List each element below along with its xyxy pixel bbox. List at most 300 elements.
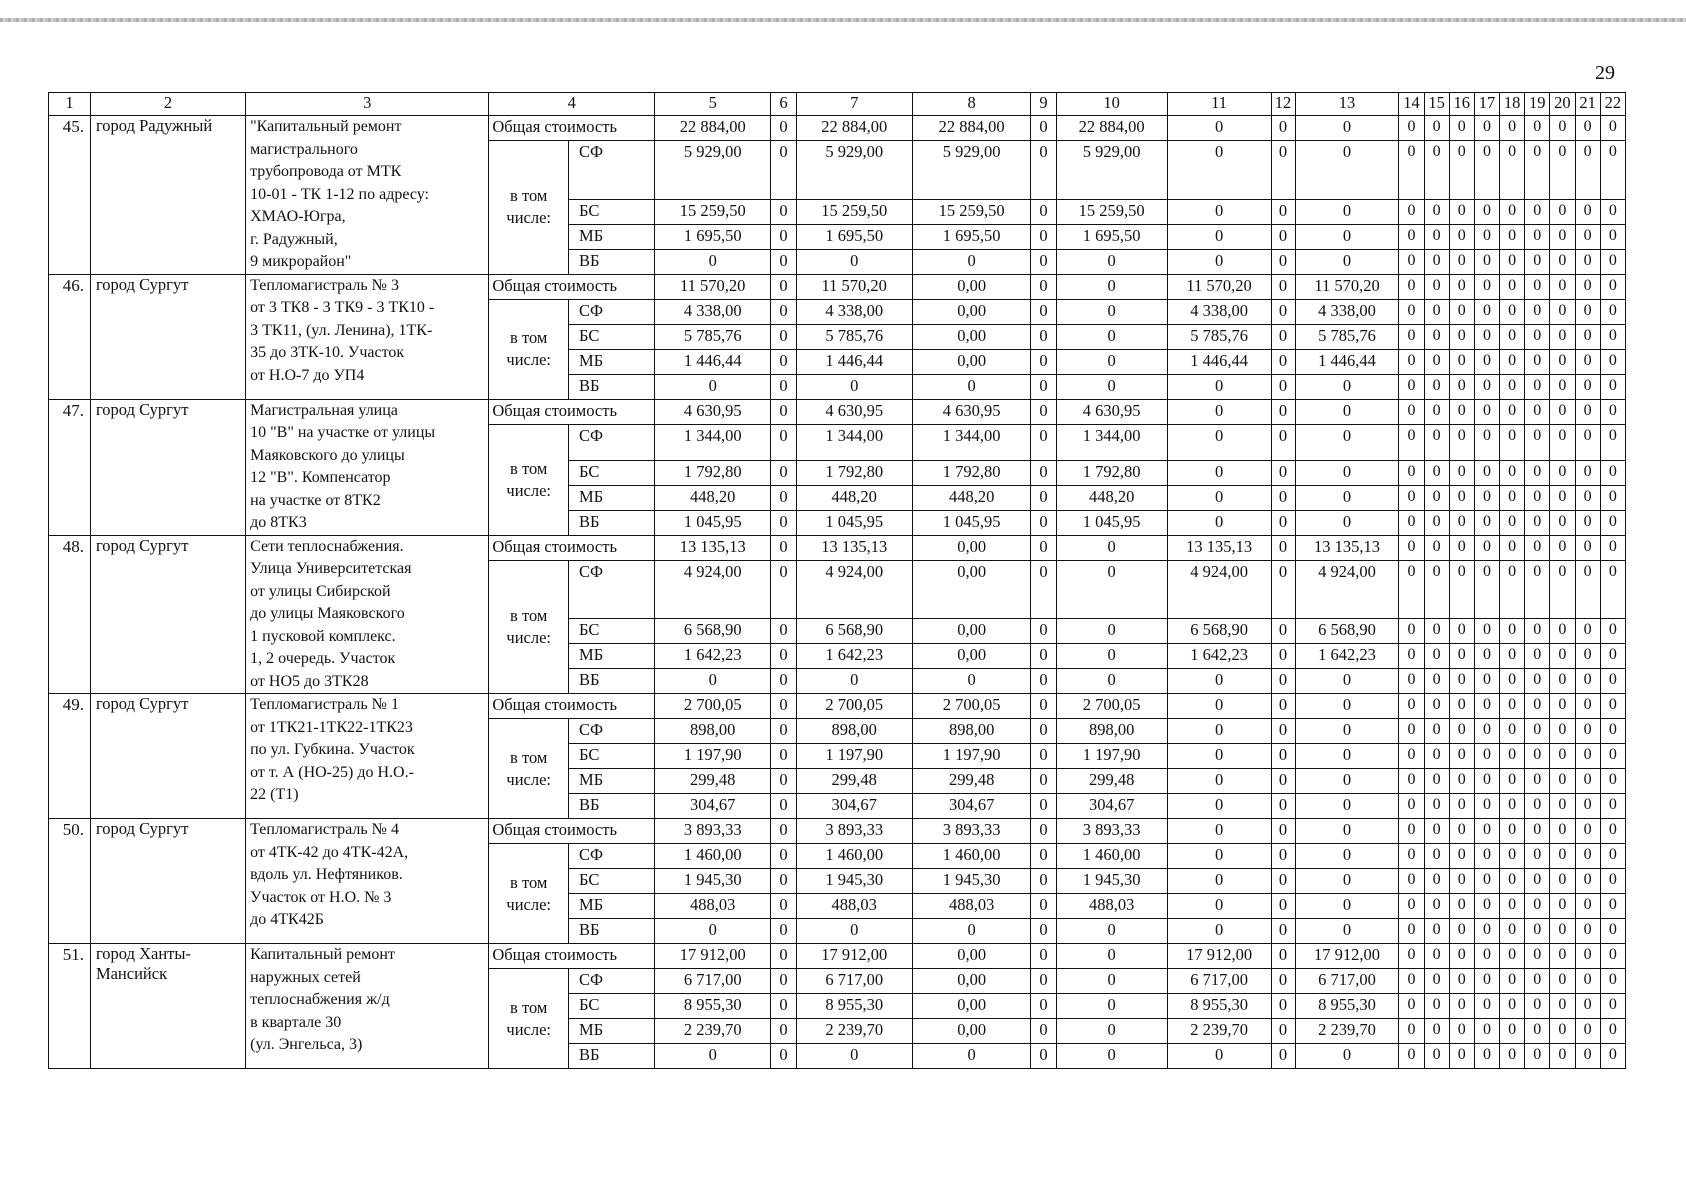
table-row: [49, 274, 1626, 299]
value-c21: 0: [1575, 1044, 1600, 1069]
value-c21: 0: [1575, 994, 1600, 1019]
value-c22: 0: [1600, 944, 1625, 969]
value-c17: 0: [1474, 994, 1499, 1019]
value-c20: 0: [1550, 994, 1575, 1019]
value-c22: 0: [1600, 324, 1625, 349]
header-cell: 7: [796, 93, 912, 116]
value-c14: 0: [1399, 399, 1424, 424]
value-c10: 1 197,90: [1056, 744, 1167, 769]
value-c8: 4 630,95: [912, 399, 1030, 424]
value-c12: 0: [1271, 794, 1295, 819]
value-c12: 0: [1271, 374, 1295, 399]
value-c11: 13 135,13: [1167, 535, 1271, 560]
value-c7: 1 197,90: [796, 744, 912, 769]
municipality: город Радужный: [90, 116, 245, 275]
value-c9: 0: [1031, 744, 1056, 769]
header-cell: 16: [1449, 93, 1474, 116]
value-c12: 0: [1271, 644, 1295, 669]
value-c19: 0: [1525, 299, 1550, 324]
value-c11: 0: [1167, 1044, 1271, 1069]
value-c12: 0: [1271, 299, 1295, 324]
header-cell: 6: [771, 93, 796, 116]
value-c16: 0: [1449, 399, 1474, 424]
value-c17: 0: [1474, 969, 1499, 994]
fund-source: БС: [569, 869, 655, 894]
value-c19: 0: [1525, 894, 1550, 919]
value-c22: 0: [1600, 224, 1625, 249]
value-c8: 0: [912, 919, 1030, 944]
value-c17: 0: [1474, 460, 1499, 485]
value-c10: 4 630,95: [1056, 399, 1167, 424]
value-c17: 0: [1474, 510, 1499, 535]
value-c5: 22 884,00: [655, 116, 771, 141]
value-c22: 0: [1600, 919, 1625, 944]
value-c5: 1 792,80: [655, 460, 771, 485]
value-c15: 0: [1424, 141, 1449, 200]
value-c9: 0: [1031, 869, 1056, 894]
value-c11: 1 642,23: [1167, 644, 1271, 669]
value-c19: 0: [1525, 719, 1550, 744]
value-c10: 3 893,33: [1056, 819, 1167, 844]
value-c6: 0: [771, 224, 796, 249]
value-c18: 0: [1500, 141, 1525, 200]
value-c7: 1 945,30: [796, 869, 912, 894]
value-c10: 1 045,95: [1056, 510, 1167, 535]
value-c9: 0: [1031, 1044, 1056, 1069]
value-c22: 0: [1600, 844, 1625, 869]
fund-source: БС: [569, 199, 655, 224]
value-c15: 0: [1424, 994, 1449, 1019]
value-c9: 0: [1031, 994, 1056, 1019]
value-c5: 0: [655, 919, 771, 944]
value-c17: 0: [1474, 274, 1499, 299]
value-c8: 1 792,80: [912, 460, 1030, 485]
header-cell: 13: [1295, 93, 1399, 116]
value-c11: 0: [1167, 399, 1271, 424]
value-c14: 0: [1399, 969, 1424, 994]
value-c20: 0: [1550, 399, 1575, 424]
value-c17: 0: [1474, 324, 1499, 349]
value-c16: 0: [1449, 819, 1474, 844]
value-c5: 1 695,50: [655, 224, 771, 249]
value-c10: 0: [1056, 374, 1167, 399]
value-c18: 0: [1500, 719, 1525, 744]
value-c14: 0: [1399, 324, 1424, 349]
value-c7: 13 135,13: [796, 535, 912, 560]
value-c7: 22 884,00: [796, 116, 912, 141]
header-cell: 4: [489, 93, 655, 116]
value-c11: 0: [1167, 694, 1271, 719]
value-c7: 6 717,00: [796, 969, 912, 994]
value-c15: 0: [1424, 399, 1449, 424]
including-label: в том числе:: [489, 844, 569, 944]
header-cell: 3: [246, 93, 489, 116]
value-c12: 0: [1271, 424, 1295, 460]
table-row: [49, 535, 1626, 560]
value-c15: 0: [1424, 299, 1449, 324]
value-c12: 0: [1271, 944, 1295, 969]
value-c5: 0: [655, 374, 771, 399]
value-c9: 0: [1031, 274, 1056, 299]
value-c22: 0: [1600, 969, 1625, 994]
value-c8: 0,00: [912, 560, 1030, 619]
value-c19: 0: [1525, 535, 1550, 560]
value-c17: 0: [1474, 719, 1499, 744]
value-c16: 0: [1449, 969, 1474, 994]
including-label: в том числе:: [489, 299, 569, 399]
value-c13: 0: [1295, 794, 1399, 819]
header-cell: 21: [1575, 93, 1600, 116]
value-c12: 0: [1271, 249, 1295, 274]
value-c15: 0: [1424, 769, 1449, 794]
value-c7: 299,48: [796, 769, 912, 794]
value-c15: 0: [1424, 224, 1449, 249]
value-c10: 5 929,00: [1056, 141, 1167, 200]
value-c19: 0: [1525, 744, 1550, 769]
value-c21: 0: [1575, 249, 1600, 274]
fund-source: ВБ: [569, 510, 655, 535]
value-c7: 0: [796, 1044, 912, 1069]
municipality: город Сургут: [90, 274, 245, 399]
value-c5: 299,48: [655, 769, 771, 794]
value-c14: 0: [1399, 944, 1424, 969]
header-cell: 12: [1271, 93, 1295, 116]
value-c7: 4 338,00: [796, 299, 912, 324]
value-c7: 11 570,20: [796, 274, 912, 299]
value-c15: 0: [1424, 1044, 1449, 1069]
value-c20: 0: [1550, 460, 1575, 485]
row-number: 48.: [49, 535, 91, 694]
value-c9: 0: [1031, 199, 1056, 224]
value-c15: 0: [1424, 274, 1449, 299]
value-c16: 0: [1449, 869, 1474, 894]
value-c8: 0,00: [912, 299, 1030, 324]
fund-source: МБ: [569, 769, 655, 794]
value-c14: 0: [1399, 374, 1424, 399]
value-c8: 304,67: [912, 794, 1030, 819]
value-c10: 304,67: [1056, 794, 1167, 819]
object-name: Сети теплоснабжения. Улица Университетская от улицы Сибирской до улицы Маяковского 1 пусковой комплекс. 1, 2 очередь. Участок от НО5 до 3ТК28: [246, 535, 489, 694]
value-c6: 0: [771, 199, 796, 224]
value-c11: 17 912,00: [1167, 944, 1271, 969]
fund-source: БС: [569, 460, 655, 485]
value-c8: 0,00: [912, 969, 1030, 994]
value-c20: 0: [1550, 349, 1575, 374]
value-c19: 0: [1525, 141, 1550, 200]
value-c18: 0: [1500, 869, 1525, 894]
table-row: [49, 944, 1626, 969]
value-c9: 0: [1031, 719, 1056, 744]
value-c21: 0: [1575, 510, 1600, 535]
value-c5: 1 460,00: [655, 844, 771, 869]
value-c10: 0: [1056, 560, 1167, 619]
value-c16: 0: [1449, 324, 1474, 349]
value-c21: 0: [1575, 694, 1600, 719]
value-c8: 0: [912, 249, 1030, 274]
value-c5: 17 912,00: [655, 944, 771, 969]
value-c10: 0: [1056, 299, 1167, 324]
value-c20: 0: [1550, 485, 1575, 510]
fund-source: СФ: [569, 424, 655, 460]
value-c21: 0: [1575, 116, 1600, 141]
value-c17: 0: [1474, 944, 1499, 969]
value-c20: 0: [1550, 141, 1575, 200]
value-c20: 0: [1550, 224, 1575, 249]
value-c17: 0: [1474, 199, 1499, 224]
value-c7: 5 929,00: [796, 141, 912, 200]
value-c16: 0: [1449, 141, 1474, 200]
value-c18: 0: [1500, 324, 1525, 349]
value-c6: 0: [771, 1044, 796, 1069]
municipality: город Ханты- Мансийск: [90, 944, 245, 1069]
value-c9: 0: [1031, 644, 1056, 669]
value-c13: 6 717,00: [1295, 969, 1399, 994]
value-c11: 0: [1167, 894, 1271, 919]
value-c14: 0: [1399, 894, 1424, 919]
including-label: в том числе:: [489, 560, 569, 694]
value-c19: 0: [1525, 1019, 1550, 1044]
value-c9: 0: [1031, 349, 1056, 374]
value-c14: 0: [1399, 199, 1424, 224]
value-c5: 1 642,23: [655, 644, 771, 669]
fund-source: СФ: [569, 299, 655, 324]
value-c8: 448,20: [912, 485, 1030, 510]
value-c12: 0: [1271, 535, 1295, 560]
value-c13: 0: [1295, 399, 1399, 424]
value-c19: 0: [1525, 249, 1550, 274]
value-c7: 1 460,00: [796, 844, 912, 869]
value-c13: 0: [1295, 1044, 1399, 1069]
value-c13: 5 785,76: [1295, 324, 1399, 349]
value-c10: 0: [1056, 535, 1167, 560]
row-number: 50.: [49, 819, 91, 944]
value-c8: 1 045,95: [912, 510, 1030, 535]
value-c5: 0: [655, 669, 771, 694]
fund-source: МБ: [569, 224, 655, 249]
value-c20: 0: [1550, 844, 1575, 869]
value-c12: 0: [1271, 510, 1295, 535]
value-c19: 0: [1525, 510, 1550, 535]
value-c21: 0: [1575, 299, 1600, 324]
fund-source: СФ: [569, 969, 655, 994]
value-c8: 1 695,50: [912, 224, 1030, 249]
value-c6: 0: [771, 424, 796, 460]
header-cell: 20: [1550, 93, 1575, 116]
value-c9: 0: [1031, 669, 1056, 694]
value-c18: 0: [1500, 510, 1525, 535]
value-c14: 0: [1399, 719, 1424, 744]
value-c11: 0: [1167, 669, 1271, 694]
value-c8: 0: [912, 374, 1030, 399]
value-c15: 0: [1424, 460, 1449, 485]
value-c10: 0: [1056, 274, 1167, 299]
value-c12: 0: [1271, 769, 1295, 794]
value-c14: 0: [1399, 619, 1424, 644]
value-c9: 0: [1031, 485, 1056, 510]
value-c19: 0: [1525, 424, 1550, 460]
value-c10: 1 945,30: [1056, 869, 1167, 894]
value-c18: 0: [1500, 199, 1525, 224]
fund-source: МБ: [569, 349, 655, 374]
value-c13: 0: [1295, 844, 1399, 869]
value-c21: 0: [1575, 560, 1600, 619]
value-c14: 0: [1399, 249, 1424, 274]
value-c22: 0: [1600, 894, 1625, 919]
value-c15: 0: [1424, 969, 1449, 994]
value-c20: 0: [1550, 794, 1575, 819]
value-c8: 0,00: [912, 619, 1030, 644]
fund-source: МБ: [569, 1019, 655, 1044]
value-c20: 0: [1550, 1019, 1575, 1044]
fund-source: ВБ: [569, 919, 655, 944]
value-c14: 0: [1399, 994, 1424, 1019]
value-c14: 0: [1399, 844, 1424, 869]
value-c15: 0: [1424, 794, 1449, 819]
value-c16: 0: [1449, 769, 1474, 794]
value-c17: 0: [1474, 1044, 1499, 1069]
header-cell: 5: [655, 93, 771, 116]
value-c11: 6 717,00: [1167, 969, 1271, 994]
value-c14: 0: [1399, 644, 1424, 669]
value-c10: 299,48: [1056, 769, 1167, 794]
value-c13: 0: [1295, 719, 1399, 744]
value-c20: 0: [1550, 644, 1575, 669]
value-c22: 0: [1600, 349, 1625, 374]
value-c18: 0: [1500, 844, 1525, 869]
value-c22: 0: [1600, 485, 1625, 510]
value-c15: 0: [1424, 719, 1449, 744]
value-c14: 0: [1399, 744, 1424, 769]
value-c13: 2 239,70: [1295, 1019, 1399, 1044]
value-c14: 0: [1399, 460, 1424, 485]
value-c19: 0: [1525, 919, 1550, 944]
value-c14: 0: [1399, 769, 1424, 794]
value-c16: 0: [1449, 744, 1474, 769]
value-c11: 0: [1167, 919, 1271, 944]
value-c5: 8 955,30: [655, 994, 771, 1019]
value-c9: 0: [1031, 141, 1056, 200]
value-c11: 0: [1167, 485, 1271, 510]
value-c10: 0: [1056, 969, 1167, 994]
value-c9: 0: [1031, 424, 1056, 460]
value-c19: 0: [1525, 669, 1550, 694]
value-c6: 0: [771, 819, 796, 844]
value-c17: 0: [1474, 819, 1499, 844]
value-c6: 0: [771, 869, 796, 894]
value-c11: 0: [1167, 869, 1271, 894]
value-c16: 0: [1449, 349, 1474, 374]
value-c8: 0,00: [912, 994, 1030, 1019]
value-c13: 0: [1295, 744, 1399, 769]
value-c22: 0: [1600, 510, 1625, 535]
value-c7: 1 344,00: [796, 424, 912, 460]
value-c15: 0: [1424, 844, 1449, 869]
value-c7: 488,03: [796, 894, 912, 919]
value-c16: 0: [1449, 460, 1474, 485]
value-c6: 0: [771, 669, 796, 694]
total-cost-label: Общая стоимость: [489, 819, 655, 844]
value-c5: 6 568,90: [655, 619, 771, 644]
value-c20: 0: [1550, 199, 1575, 224]
value-c10: 15 259,50: [1056, 199, 1167, 224]
value-c22: 0: [1600, 535, 1625, 560]
funding-table: [48, 92, 1626, 1069]
value-c6: 0: [771, 349, 796, 374]
value-c16: 0: [1449, 560, 1474, 619]
value-c17: 0: [1474, 694, 1499, 719]
value-c9: 0: [1031, 510, 1056, 535]
value-c5: 1 045,95: [655, 510, 771, 535]
value-c20: 0: [1550, 1044, 1575, 1069]
value-c20: 0: [1550, 719, 1575, 744]
value-c11: 5 785,76: [1167, 324, 1271, 349]
value-c9: 0: [1031, 844, 1056, 869]
value-c19: 0: [1525, 869, 1550, 894]
value-c7: 4 630,95: [796, 399, 912, 424]
value-c18: 0: [1500, 249, 1525, 274]
value-c14: 0: [1399, 299, 1424, 324]
value-c21: 0: [1575, 199, 1600, 224]
value-c18: 0: [1500, 994, 1525, 1019]
value-c18: 0: [1500, 969, 1525, 994]
value-c17: 0: [1474, 744, 1499, 769]
value-c10: 0: [1056, 644, 1167, 669]
value-c19: 0: [1525, 116, 1550, 141]
municipality: город Сургут: [90, 819, 245, 944]
value-c7: 1 695,50: [796, 224, 912, 249]
value-c11: 6 568,90: [1167, 619, 1271, 644]
value-c12: 0: [1271, 919, 1295, 944]
value-c18: 0: [1500, 794, 1525, 819]
value-c18: 0: [1500, 399, 1525, 424]
value-c11: 0: [1167, 141, 1271, 200]
header-cell: 19: [1525, 93, 1550, 116]
total-cost-label: Общая стоимость: [489, 694, 655, 719]
value-c8: 15 259,50: [912, 199, 1030, 224]
row-number: 49.: [49, 694, 91, 819]
value-c8: 22 884,00: [912, 116, 1030, 141]
value-c22: 0: [1600, 619, 1625, 644]
value-c7: 448,20: [796, 485, 912, 510]
value-c17: 0: [1474, 894, 1499, 919]
value-c18: 0: [1500, 819, 1525, 844]
value-c6: 0: [771, 744, 796, 769]
value-c9: 0: [1031, 894, 1056, 919]
value-c15: 0: [1424, 694, 1449, 719]
value-c7: 4 924,00: [796, 560, 912, 619]
value-c20: 0: [1550, 560, 1575, 619]
value-c18: 0: [1500, 349, 1525, 374]
value-c12: 0: [1271, 744, 1295, 769]
value-c22: 0: [1600, 1019, 1625, 1044]
value-c16: 0: [1449, 510, 1474, 535]
value-c19: 0: [1525, 274, 1550, 299]
row-number: 47.: [49, 399, 91, 535]
value-c15: 0: [1424, 510, 1449, 535]
value-c9: 0: [1031, 374, 1056, 399]
value-c22: 0: [1600, 1044, 1625, 1069]
row-number: 46.: [49, 274, 91, 399]
value-c18: 0: [1500, 894, 1525, 919]
value-c18: 0: [1500, 919, 1525, 944]
value-c16: 0: [1449, 274, 1474, 299]
value-c19: 0: [1525, 349, 1550, 374]
value-c16: 0: [1449, 719, 1474, 744]
value-c5: 4 924,00: [655, 560, 771, 619]
value-c13: 4 924,00: [1295, 560, 1399, 619]
value-c15: 0: [1424, 644, 1449, 669]
header-cell: 22: [1600, 93, 1625, 116]
